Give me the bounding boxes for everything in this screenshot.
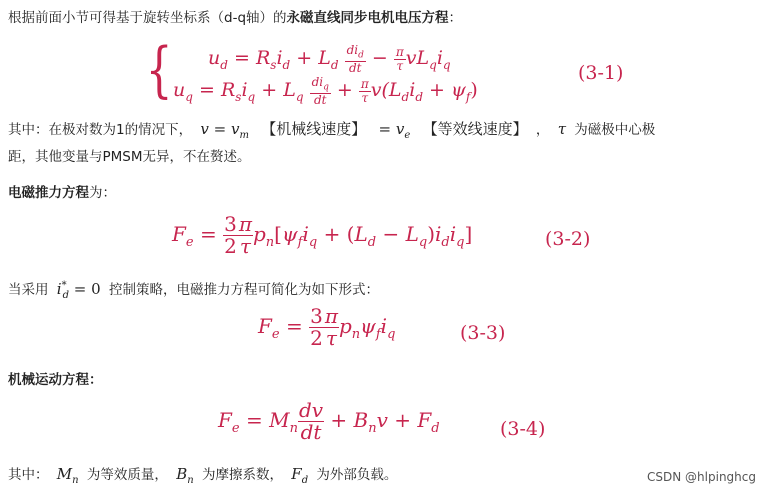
intro-colon: ： <box>448 10 463 26</box>
equation-3-1-line2: $u_q = R_si_q + L_q$ $\frac{di_q}{dt}$ + $\frac{\pi}{\tau}$ $v(L_di_d + \psi_f)$ <box>173 75 478 107</box>
note1-line1: 其中：在极对数为1的情况下， $v = v_m$ 【机械线速度】 = $v_e$ 【等效线速度】 ， τ 为磁极中心极 <box>8 120 656 141</box>
frac-pi-tau: $\frac{\pi}{\tau}$ <box>395 45 404 73</box>
intro-text: 根据前面小节可得基于旋转坐标系（d-q轴）的 <box>8 10 287 26</box>
mech-heading: 机械运动方程： <box>8 372 103 388</box>
equation-3-2: $F_e$ = $\frac{3}{2}$ $\frac{\pi}{\tau}$ $p_n[\psi_fi_q + (L_d - L_q)i_di_q]$ <box>172 212 473 258</box>
csdn-watermark: CSDN @hlpinghcg <box>647 470 756 484</box>
equation-number-3-3: (3-3) <box>460 322 506 344</box>
frac-did-dt: $\frac{di_d}{dt}$ <box>346 43 364 75</box>
frac-pi-tau-2: $\frac{\pi}{\tau}$ <box>360 77 369 105</box>
equation-3-3: $F_e$ = $\frac{3}{2}$ $\frac{\pi}{\tau}$ $p_n\psi_fi_q$ <box>258 304 396 350</box>
control-note: 当采用 $i^*_d = 0$ 控制策略，电磁推力方程可简化为如下形式： <box>8 280 379 301</box>
thrust-heading: 电磁推力方程为： <box>8 185 116 201</box>
equation-3-1-line1: $u_d = R_si_d + L_d$ $\frac{di_d}{dt}$ − $\frac{\pi}{\tau}$ $vL_qi_q$ <box>208 43 451 75</box>
intro-line <box>8 8 462 28</box>
intro-bold: 永磁直线同步电机电压方程 <box>286 10 449 26</box>
note2-line: 其中： $M_n$ 为等效质量， $B_n$ 为摩擦系数， $F_d$ 为外部负载。 <box>8 465 398 486</box>
equation-number-3-2: (3-2) <box>545 228 591 250</box>
frac-pi-tau-3: $\frac{\pi}{\tau}$ <box>238 212 252 258</box>
v-expr: $v = v_m$ <box>200 120 249 141</box>
equation-brace: { <box>145 35 173 105</box>
equation-number-3-1: (3-1) <box>578 62 624 84</box>
equation-3-4: $F_e = M_n$ $\frac{dv}{dt}$ + $B_nv + F_d$ <box>218 398 440 444</box>
frac-3-2: $\frac{3}{2}$ <box>224 212 237 258</box>
equation-number-3-4: (3-4) <box>500 418 546 440</box>
frac-diq-dt: $\frac{di_q}{dt}$ <box>311 75 329 107</box>
note1-line2: 距，其他变量与PMSM无异，不在赘述。 <box>8 149 251 165</box>
